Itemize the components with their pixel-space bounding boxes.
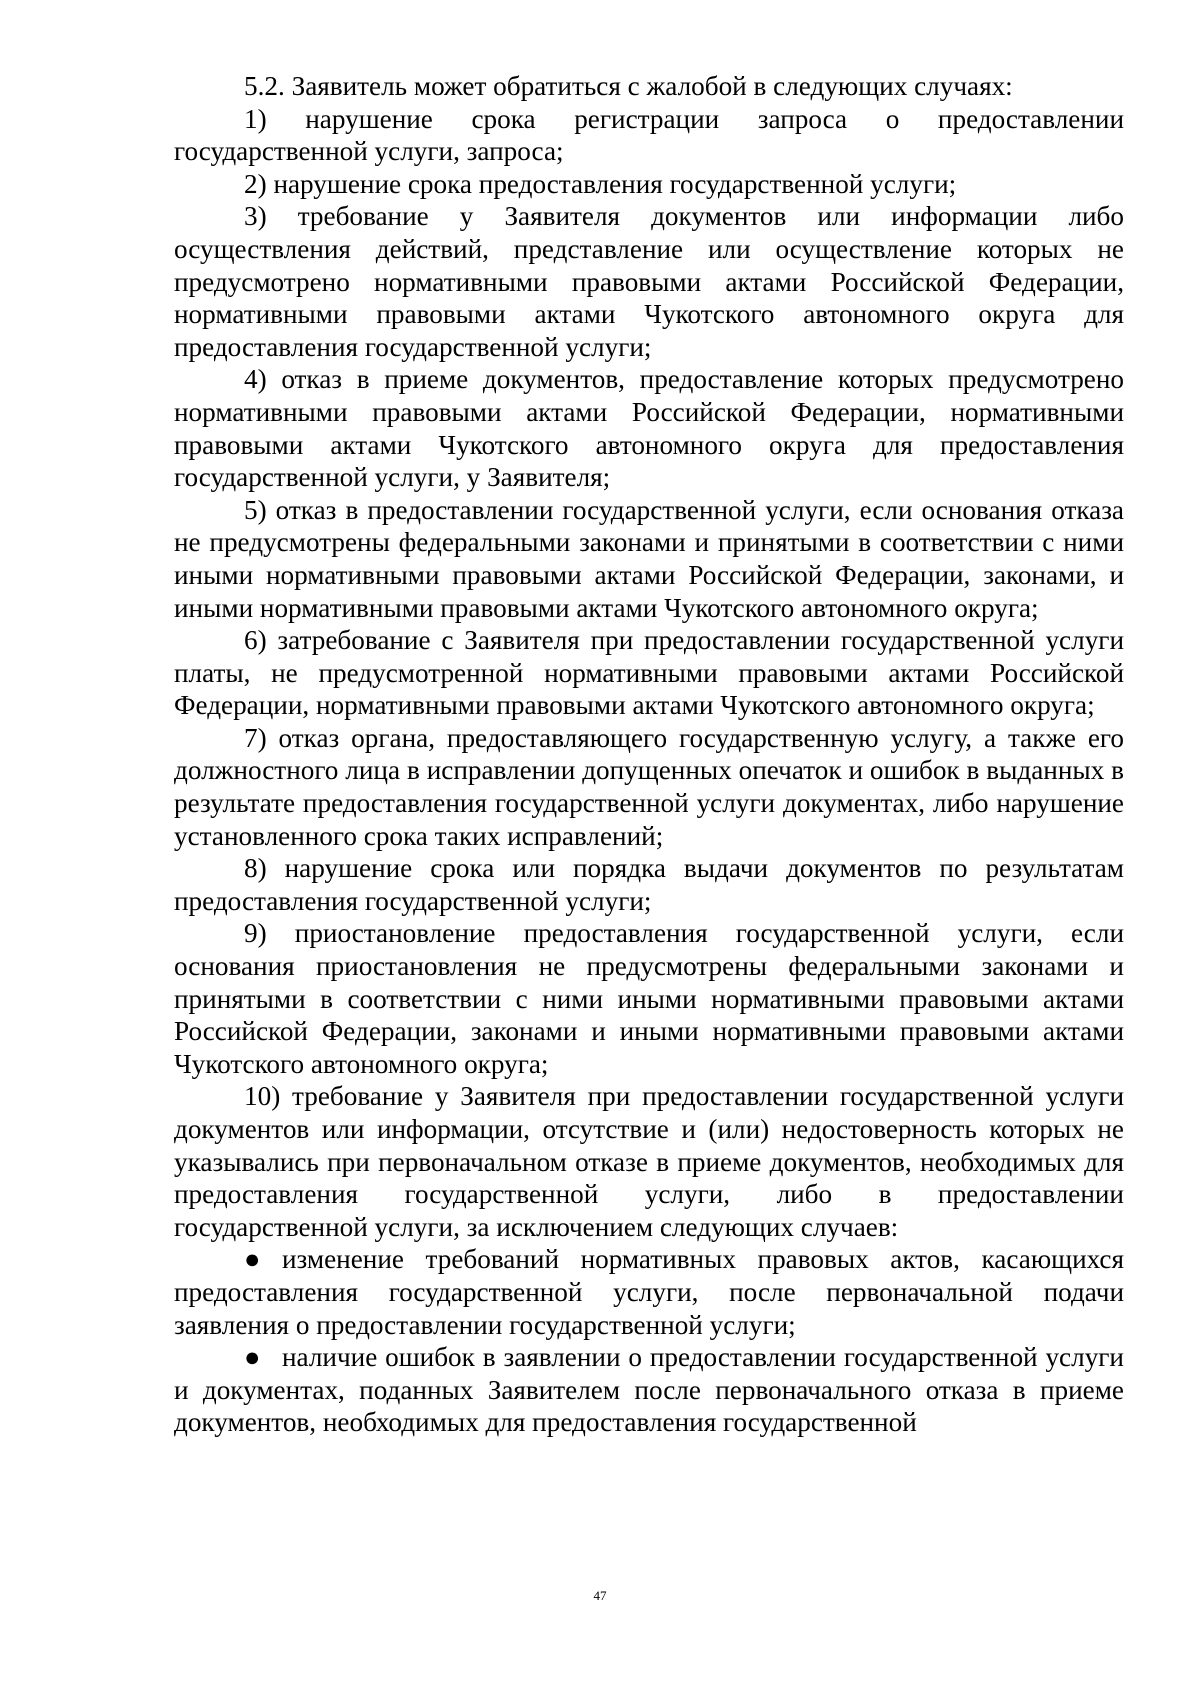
list-item-10: 10) требование у Заявителя при предоставлении государственной услуги документов или информации, отсутствие и (или) недостоверность которых не указывались при первоначальном отказе в приеме документов, необходимых для предоставления государственной услуги, либо в предоставлении государственной услуги, за исключением следующих случаев: [174,1081,1124,1242]
list-item-3: 3) требование у Заявителя документов или информации либо осуществления действий, представление или осуществление которых не предусмотрено нормативными правовыми актами Российской Федерации, нормативными правовыми актами Чукотского автономного округа для предоставления государственной услуги; [174,201,1124,362]
bullet-icon: ● [244,1342,261,1373]
page-number: 47 [593,1588,607,1603]
bullet-item-1 [174,1243,1124,1341]
list-item-1: 1) нарушение срока регистрации запроса о предоставлении государственной услуги, запроса; [174,103,1124,167]
list-item-6: 6) затребование с Заявителя при предоставлении государственной услуги платы, не предусмотренной нормативными правовыми актами Российской Федерации, нормативными правовыми актами Чукотского автономного округа; [174,625,1124,721]
list-item-8: 8) нарушение срока или порядка выдачи документов по результатам предоставления государственной услуги; [174,853,1124,916]
document-body [174,70,1124,1439]
bullet-text: изменение требований нормативных правовых актов, касающихся предоставления государственной услуги, после первоначальной подачи заявления о предоставлении государственной услуги; [174,1244,1124,1340]
bullet-item-2 [174,1341,1124,1439]
list-item-2: 2) нарушение срока предоставления государственной услуги; [244,168,957,199]
list-item-9: 9) приостановление предоставления государственной услуги, если основания приостановления не предусмотрены федеральными законами и принятыми в соответствии с ними иными нормативными правовыми актами Российской Федерации, законами и иными нормативными правовыми актами Чукотского автономного округа; [174,918,1124,1079]
section-heading: 5.2. Заявитель может обратиться с жалобой в следующих случаях: [244,71,1013,101]
list-item-4: 4) отказ в приеме документов, предоставление которых предусмотрено нормативными правовыми актами Российской Федерации, нормативными правовыми актами Чукотского автономного округа для предоставления государственной услуги, у Заявителя; [174,364,1124,493]
bullet-text: наличие ошибок в заявлении о предоставлении государственной услуги и документах, поданных Заявителем после первоначального отказа в приеме документов, необходимых для предоставления государственной [174,1342,1124,1438]
list-item-5: 5) отказ в предоставлении государственной услуги, если основания отказа не предусмотрены федеральными законами и принятыми в соответствии с ними иными нормативными правовыми актами Российской Федерации, законами, и иными нормативными правовыми актами Чукотского автономного округа; [174,494,1124,623]
bullet-icon: ● [244,1244,261,1275]
list-item-7: 7) отказ органа, предоставляющего государственную услугу, а также его должностного лица в исправлении допущенных опечаток и ошибок в выданных в результате предоставления государственной услуги документах, либо нарушение установленного срока таких исправлений; [174,722,1124,851]
